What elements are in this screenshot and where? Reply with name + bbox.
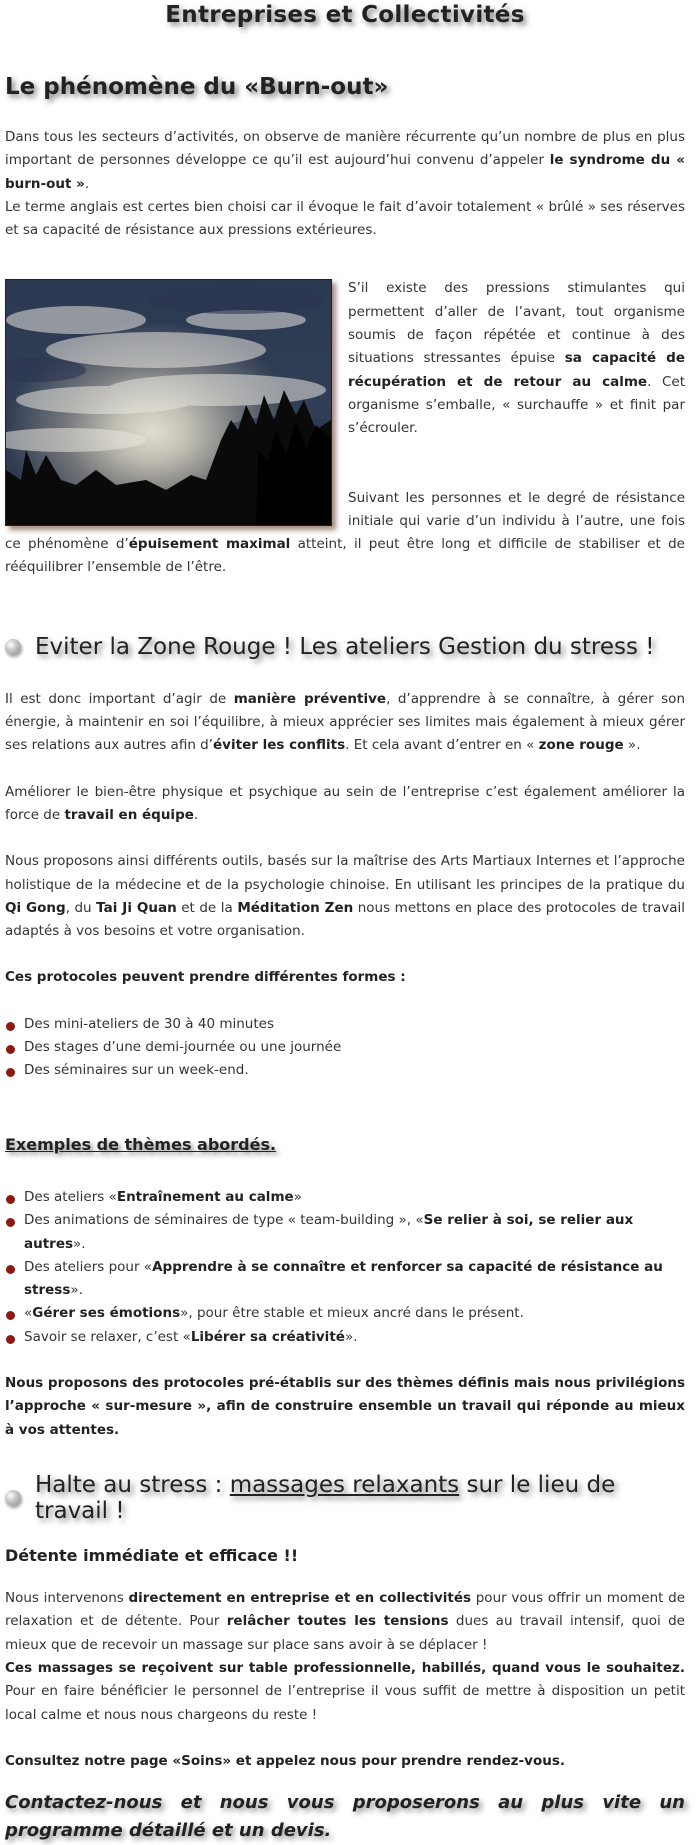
- list-item: Des mini-ateliers de 30 à 40 minutes: [5, 1013, 685, 1036]
- pressure-paragraph: S’il existe des pressions stimulantes qui permettent d’aller de l’avant, tout organisme soumis de façon répétée et continue à des situations stressantes épuise sa capacité de récupération et de retour au calme. Cet organisme s’emballe, « surchauffe » et finit par s’écrouler.: [348, 280, 686, 437]
- custom-approach-paragraph: Nous proposons des protocoles pré-établis sur des thèmes définis mais nous privilégions l’approche « sur-mesure », afin de construire ensemble un travail qui réponde au mieux à vos attentes.: [5, 1374, 685, 1438]
- table-massage-paragraph: Ces massages se reçoivent sur table professionnelle, habillés, quand vous le souhaitez. Pour en faire bénéficier le personnel de l’entreprise il vous suffit de mettre à disposition un petit local calme et nous nous chargeons du reste !: [5, 1660, 685, 1723]
- prevention-paragraph: Il est donc important d’agir de manière préventive, d’apprendre à se connaître, à gérer son énergie, à maintenir en soi l’équilibre, à mieux apprécier ses limites mais également à mieux gérer ses relations aux autres afin d’éviter les conflits. Et cela avant d’entrer en « zone rouge ».: [5, 690, 686, 754]
- forms-label: Ces protocoles peuvent prendre différentes formes :: [5, 969, 406, 986]
- bullet-orb-icon: [5, 1490, 21, 1506]
- consult-line: Consultez notre page «Soins» et appelez nous pour prendre rendez-vous.: [5, 1752, 565, 1769]
- ateliers-heading: Eviter la Zone Rouge ! Les ateliers Gestion du stress !: [5, 634, 685, 660]
- list-item: Des séminaires sur un week-end.: [5, 1059, 685, 1082]
- forms-list: [5, 1013, 685, 1083]
- tools-paragraph: Nous proposons ainsi différents outils, basés sur la maîtrise des Arts Martiaux Internes et l’approche holistique de la médecine et de la psychologie chinoise. En utilisant les principes de la pratique du Qi Gong, du Tai Ji Quan et de la Méditation Zen nous mettons en place des protocoles de travail adaptés à vos besoins et votre organisation.: [5, 853, 685, 940]
- massages-subheading: Détente immédiate et efficace !!: [5, 1545, 299, 1565]
- wellbeing-paragraph: Améliorer le bien-être physique et psychique au sein de l’entreprise c’est également améliorer la force de travail en équipe.: [5, 783, 685, 823]
- list-item: Savoir se relaxer, c’est «Libérer sa créativité».: [5, 1326, 685, 1349]
- themes-list: [5, 1186, 685, 1349]
- cloudy-sky-photo: [5, 279, 332, 526]
- themes-heading: Exemples de thèmes abordés.: [5, 1134, 277, 1154]
- list-item: Des ateliers «Entraînement au calme»: [5, 1186, 685, 1209]
- page-content: [5, 0, 685, 1845]
- exhaustion-paragraph: Suivant les personnes et le degré de résistance initiale qui varie d’un individu à l’autre, une fois ce phénomène d’épuisement maximal atteint, il peut être long et difficile de stabiliser et de rééquilibrer l’ensemble de l’être.: [5, 489, 685, 576]
- burnout-heading: Le phénomène du «Burn-out»: [5, 74, 389, 100]
- list-item: «Gérer ses émotions», pour être stable et mieux ancré dans le présent.: [5, 1302, 685, 1325]
- burnout-definition: Le terme anglais est certes bien choisi car il évoque le fait d’avoir totalement « brûlé » ses réserves et sa capacité de résistance aux pressions extérieures.: [5, 198, 685, 239]
- page-title: Entreprises et Collectivités: [165, 2, 525, 28]
- list-item: Des animations de séminaires de type « team-building », «Se relier à soi, se relier aux autres».: [5, 1209, 685, 1256]
- massages-link[interactable]: massages relaxants: [229, 1471, 460, 1498]
- massages-heading: Halte au stress : massages relaxants sur le lieu de travail !: [5, 1472, 685, 1524]
- list-item: Des stages d’une demi-journée ou une journée: [5, 1036, 685, 1059]
- bullet-orb-icon: [5, 639, 21, 655]
- contact-callout: Contactez-nous et nous vous proposerons au plus vite un programme détaillé et un devis.: [5, 1792, 685, 1842]
- list-item: Des ateliers pour «Apprendre à se connaître et renforcer sa capacité de résistance au stress».: [5, 1256, 685, 1303]
- intervention-paragraph: Nous intervenons directement en entreprise et en collectivités pour vous offrir un moment de relaxation et de détente. Pour relâcher toutes les tensions dues au travail intensif, quoi de mieux que de recevoir un massage sur place sans avoir à se déplacer !: [5, 1590, 686, 1653]
- burnout-intro: Dans tous les secteurs d’activités, on observe de manière récurrente qu’un nombre de plus en plus important de personnes développe ce qu’il est aujourd’hui convenu d’appeler le syndrome du « burn-out ».: [5, 129, 685, 192]
